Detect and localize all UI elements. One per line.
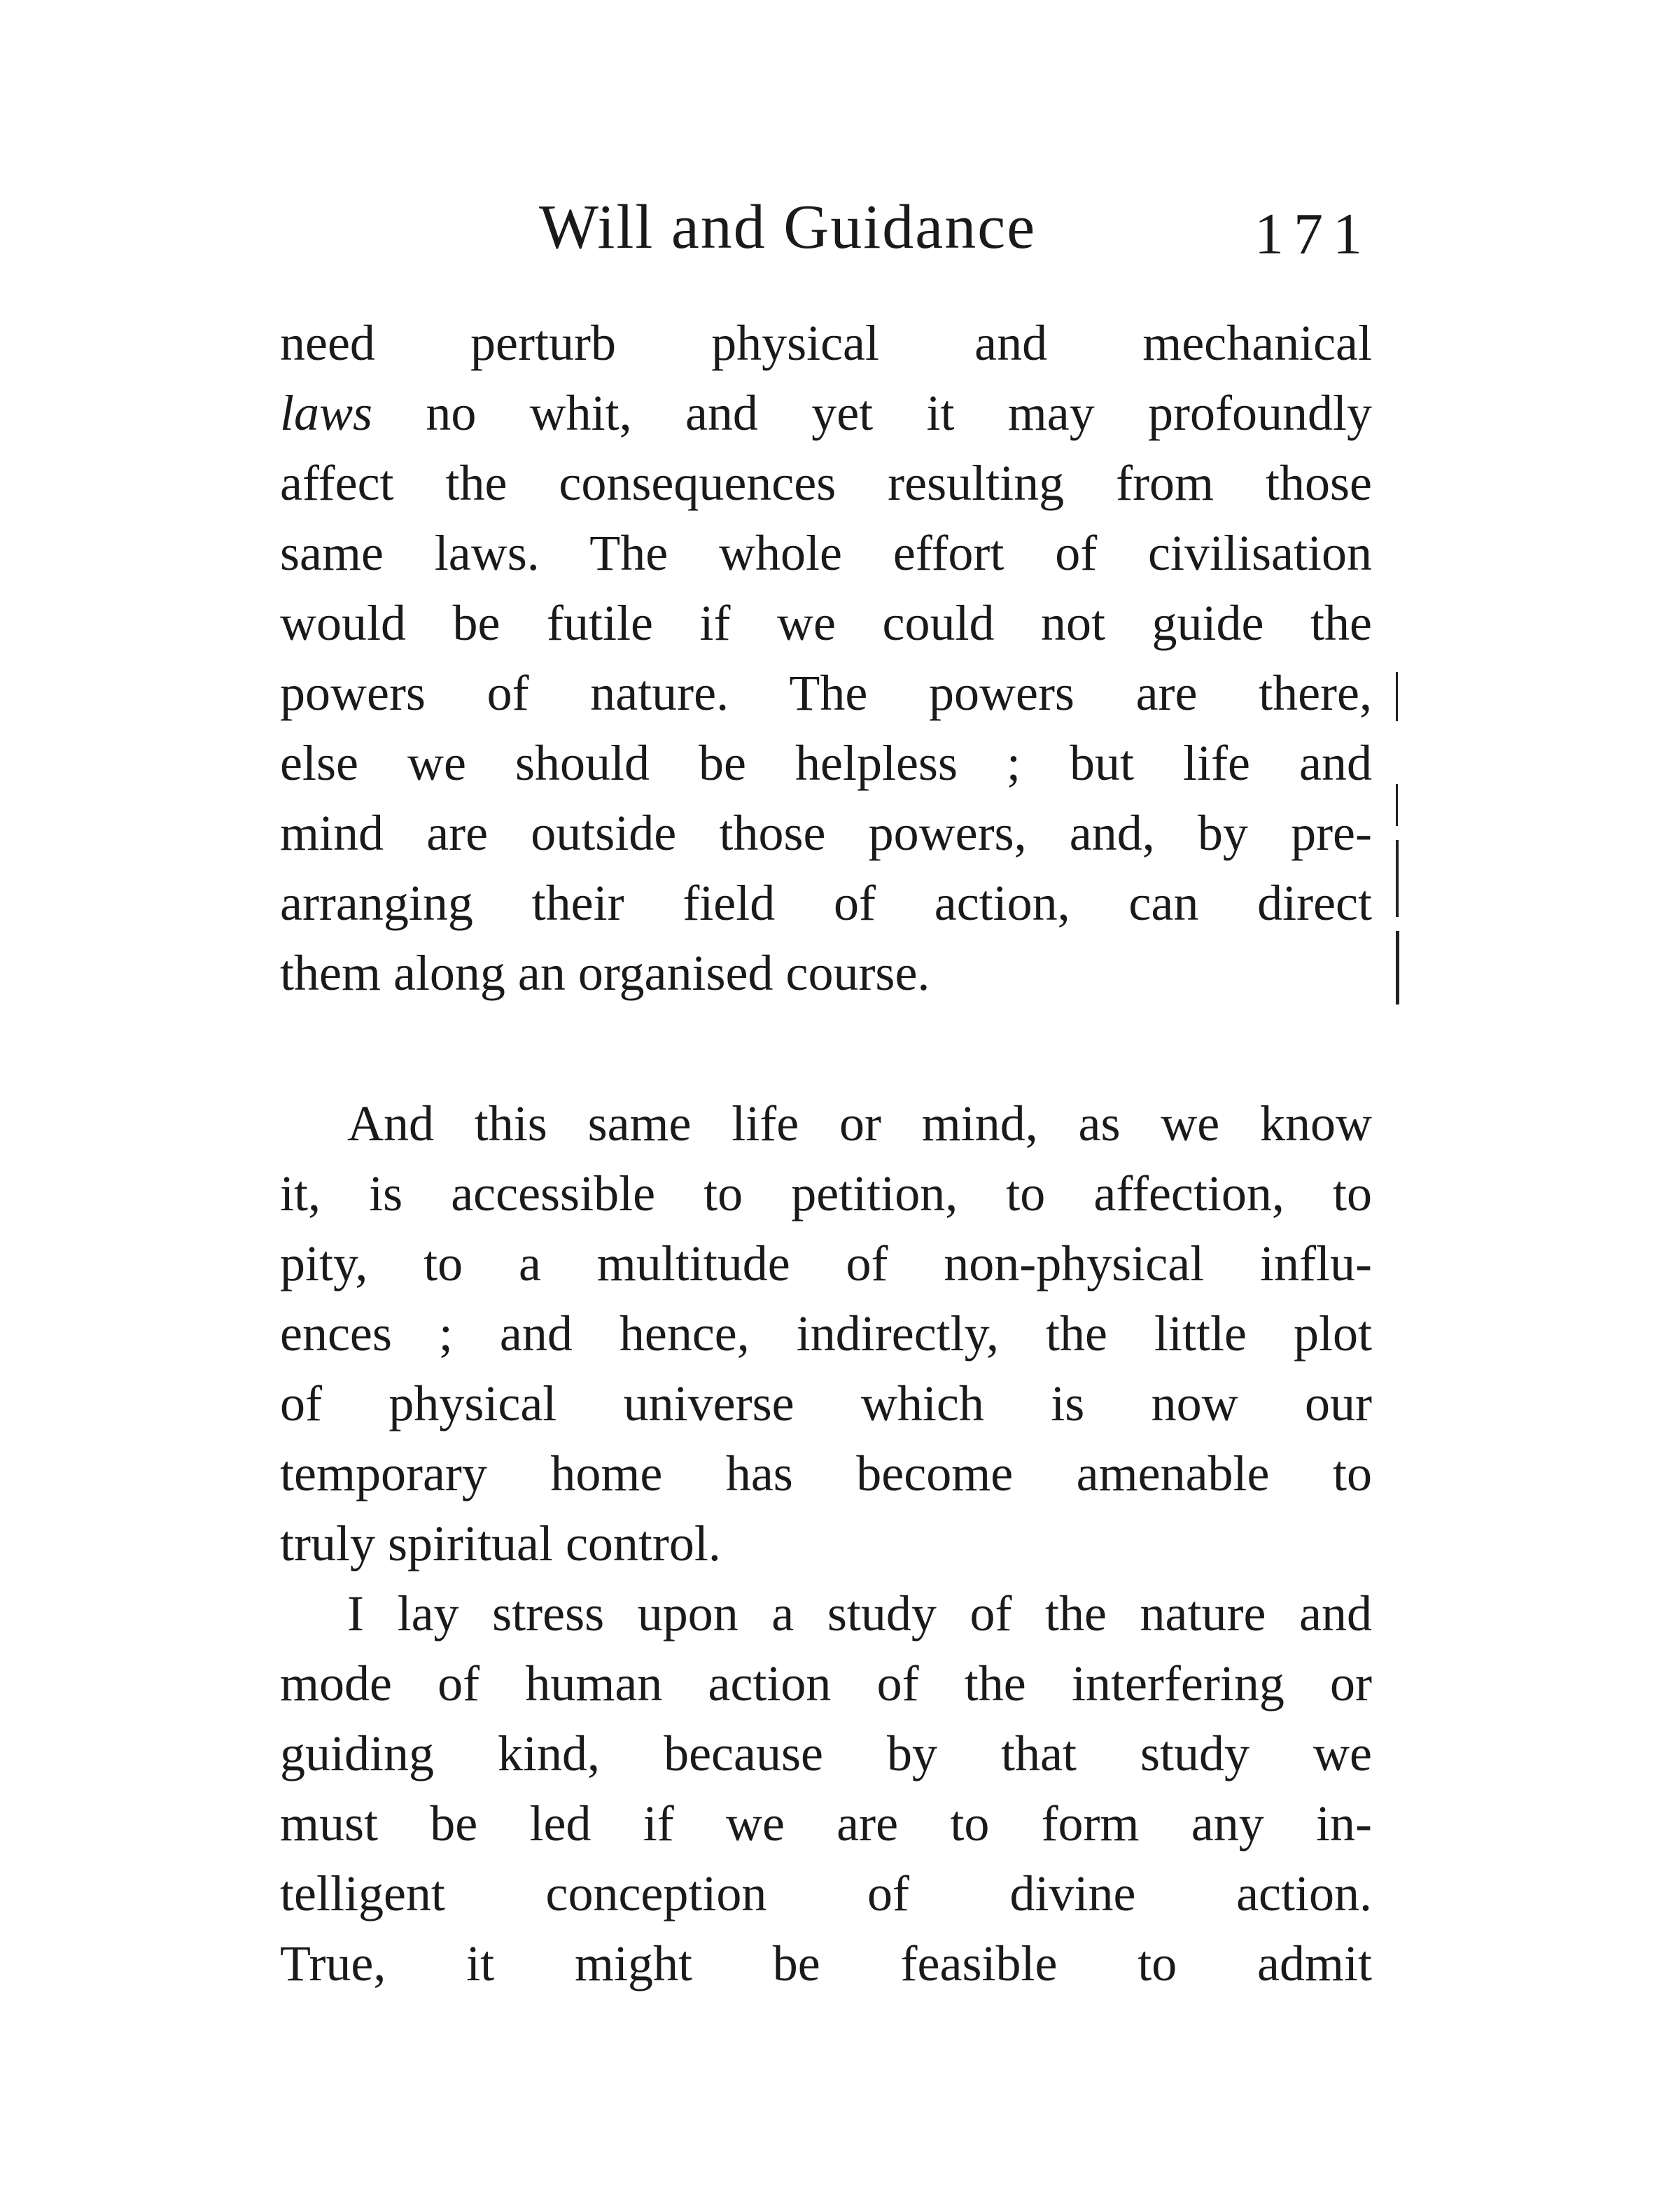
- text-line: it, is accessible to petition, to affection, to: [280, 1166, 1372, 1222]
- text-line: mind are outside those powers, and, by pre-: [280, 805, 1372, 861]
- text-line: telligent conception of divine action.: [280, 1865, 1372, 1921]
- text-line: would be futile if we could not guide the: [280, 595, 1372, 651]
- text-line: True, it might be feasible to admit: [280, 1935, 1372, 1991]
- text-line: them along an organised course.: [280, 945, 930, 1001]
- text-line: I lay stress upon a study of the nature and: [347, 1586, 1372, 1642]
- text-line: guiding kind, because by that study we: [280, 1726, 1372, 1782]
- text-line: powers of nature. The powers are there,: [280, 665, 1372, 721]
- text-line: ences ; and hence, indirectly, the little plot: [280, 1306, 1372, 1362]
- margin-pencil-mark: [1396, 672, 1398, 721]
- margin-pencil-mark: [1396, 784, 1398, 826]
- text-line: And this same life or mind, as we know: [347, 1096, 1372, 1152]
- text-line: else we should be helpless ; but life and: [280, 735, 1372, 791]
- paragraph-3: [280, 1578, 1372, 1998]
- text-line: mode of human action of the interfering or: [280, 1656, 1372, 1712]
- margin-pencil-mark: [1396, 840, 1399, 917]
- text-line: must be led if we are to form any in-: [280, 1795, 1372, 1851]
- page-number: 171: [1254, 202, 1372, 267]
- text-line: arranging their field of action, can direct: [280, 875, 1372, 931]
- text-line: of physical universe which is now our: [280, 1376, 1372, 1432]
- italic-word: laws: [280, 385, 373, 441]
- text-line: affect the consequences resulting from those: [280, 455, 1372, 511]
- text-line: [280, 378, 1372, 448]
- text-line: truly spiritual control.: [280, 1516, 721, 1572]
- text-line: pity, to a multitude of non-physical influ-: [280, 1236, 1372, 1292]
- text-line: same laws. The whole effort of civilisation: [280, 525, 1372, 581]
- paragraph-2: [280, 1088, 1372, 1578]
- running-head: [280, 189, 1372, 266]
- running-title: Will and Guidance: [539, 192, 1037, 262]
- paragraph-1: [280, 308, 1372, 1008]
- text-line-rest: no whit, and yet it may profoundly: [426, 385, 1372, 441]
- text-line: temporary home has become amenable to: [280, 1446, 1372, 1502]
- margin-pencil-mark: [1396, 931, 1399, 1004]
- text-line: need perturb physical and mechanical: [280, 315, 1372, 371]
